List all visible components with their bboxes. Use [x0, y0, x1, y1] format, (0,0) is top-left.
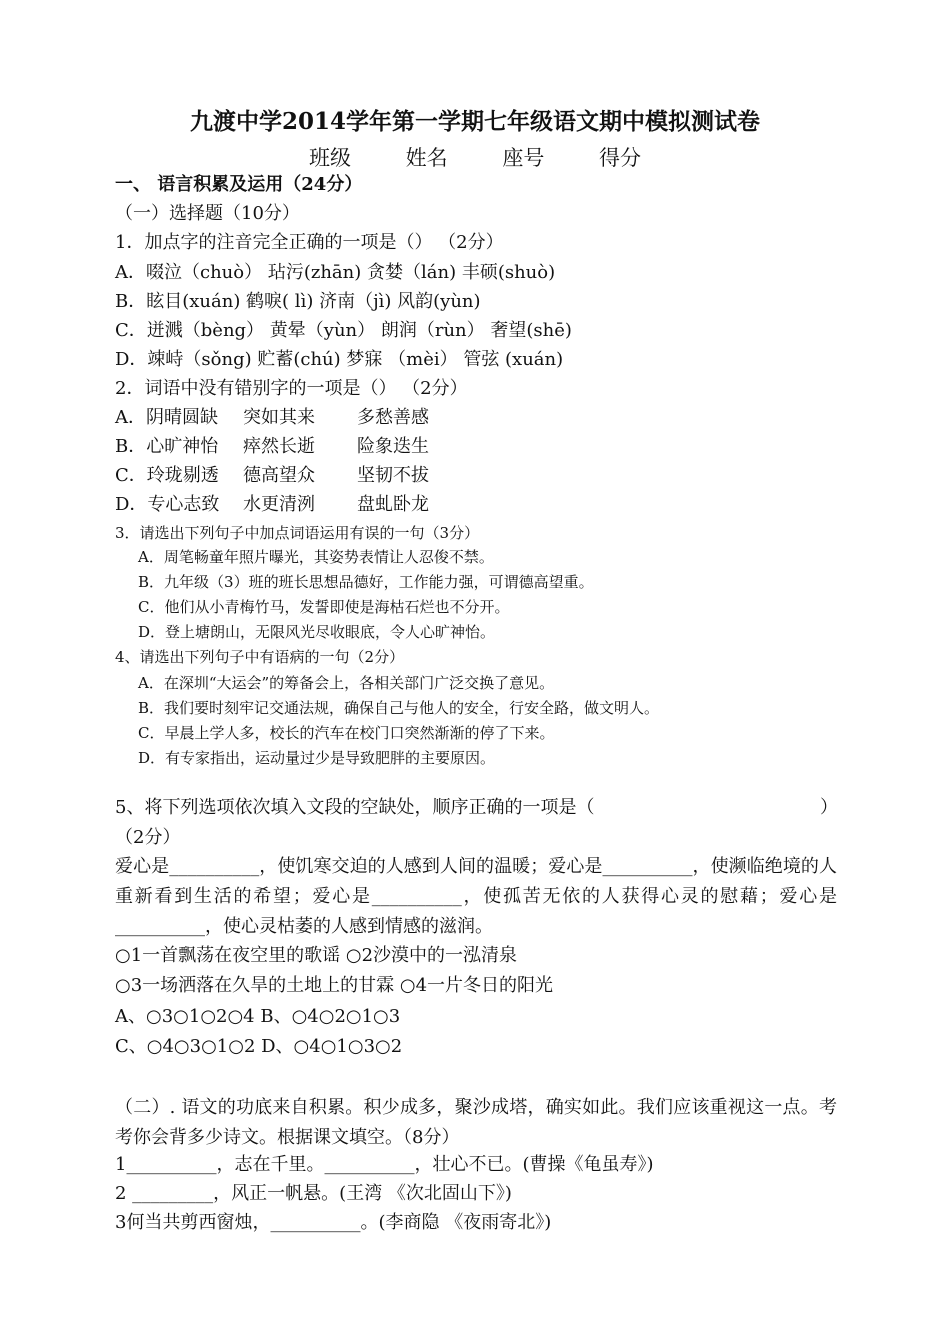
question-5-score: （2分） — [115, 827, 181, 848]
question-1-stem: 1．加点字的注音完全正确的一项是（） （2分） — [115, 232, 504, 253]
question-2-stem: 2．词语中没有错别字的一项是（） （2分） — [115, 378, 468, 399]
class-field-label: 班级 — [308, 146, 351, 170]
seat-field-label: 座号 — [502, 146, 545, 170]
question-2-option-a: A．阴晴圆缺 突如其来 多愁善感 — [115, 407, 429, 428]
exam-title: 九渡中学2014学年第一学期七年级语文期中模拟测试卷 — [189, 108, 760, 135]
fill-line-3: 3何当共剪西窗烛，__________。(李商隐 《夜雨寄北》) — [115, 1212, 552, 1233]
part-2-intro: （二）. 语文的功底来自积累。积少成多，聚沙成塔，确实如此。我们应该重视这一点。考考你会背多少诗文。根据课文填空。（8分） — [115, 1097, 837, 1148]
question-5-stem-close: ） — [820, 797, 838, 818]
question-4-stem: 4、请选出下列句子中有语病的一句（2分） — [115, 648, 405, 666]
fill-line-1: 1__________，志在千里。__________，壮心不已。(曹操《龟虽寿》) — [115, 1154, 654, 1175]
question-3-stem: 3．请选出下列句子中加点词语运用有误的一句（3分） — [115, 524, 480, 542]
question-5-choices-2: C、○4○3○1○2 D、○4○1○3○2 — [115, 1036, 403, 1057]
question-4-option-c: C．早晨上学人多，校长的汽车在校门口突然渐渐的停了下来。 — [138, 724, 555, 742]
fill-line-2: 2 _________，风正一帆悬。(王湾 《次北固山下》) — [115, 1183, 512, 1204]
question-1-option-a: A．啜泣（chuò） 玷污(zhān) 贪婪（lán) 丰硕(shuò) — [115, 262, 556, 283]
question-1-option-d: D．竦峙（sǒng) 贮蓄(chú) 梦寐 （mèi） 管弦 (xuán) — [115, 349, 564, 370]
student-info-row — [0, 148, 950, 169]
question-5-stem: 5、将下列选项依次填入文段的空缺处，顺序正确的一项是（ — [115, 797, 595, 818]
question-5-items-1: ○1一首飘荡在夜空里的歌谣 ○2沙漠中的一泓清泉 — [115, 945, 518, 966]
question-2-option-d: D．专心志致 水更清洌 盘虬卧龙 — [115, 494, 429, 515]
question-4-option-b: B．我们要时刻牢记交通法规，确保自己与他人的安全，行安全路，做文明人。 — [138, 699, 660, 717]
question-3-option-b: B．九年级（3）班的班长思想品德好，工作能力强，可谓德高望重。 — [138, 573, 594, 591]
question-1-option-c: C．迸溅（bèng） 黄晕（yùn） 朗润（rùn） 奢望(shē) — [115, 320, 572, 341]
question-4-option-d: D．有专家指出，运动量过少是导致肥胖的主要原因。 — [138, 749, 496, 767]
question-5-items-2: ○3一场洒落在久旱的土地上的甘霖 ○4一片冬日的阳光 — [115, 975, 554, 996]
question-5-passage: 爱心是__________，使饥寒交迫的人感到人间的温暖；爱心是__________，使濒临绝境的人重新看到生活的希望；爱心是__________，使孤苦无依的人获得心灵的慰藉；爱心是__________，使心灵枯萎的人感到情感的滋润。 — [115, 856, 837, 937]
question-3-option-c: C．他们从小青梅竹马，发誓即使是海枯石烂也不分开。 — [138, 598, 510, 616]
question-5-choices-1: A、○3○1○2○4 B、○4○2○1○3 — [115, 1006, 401, 1027]
question-2-option-c: C．玲珑剔透 德高望众 坚韧不拔 — [115, 465, 429, 486]
name-field-label: 姓名 — [405, 146, 448, 170]
score-field-label: 得分 — [599, 146, 642, 170]
question-3-option-a: A．周笔畅童年照片曝光，其姿势表情让人忍俊不禁。 — [138, 548, 494, 566]
question-1-option-b: B．眩目(xuán) 鹤唳( lì) 济南（jì) 风韵(yùn) — [115, 291, 481, 312]
part-heading: （一）选择题（10分） — [115, 203, 300, 224]
section-heading: 一、 语言积累及运用（24分） — [115, 174, 363, 195]
question-4-option-a: A．在深圳“大运会”的筹备会上，各相关部门广泛交换了意见。 — [138, 674, 555, 692]
question-2-option-b: B．心旷神怡 瘁然长逝 险象迭生 — [115, 436, 429, 457]
question-3-option-d: D．登上塘朗山，无限风光尽收眼底，令人心旷神怡。 — [138, 623, 496, 641]
